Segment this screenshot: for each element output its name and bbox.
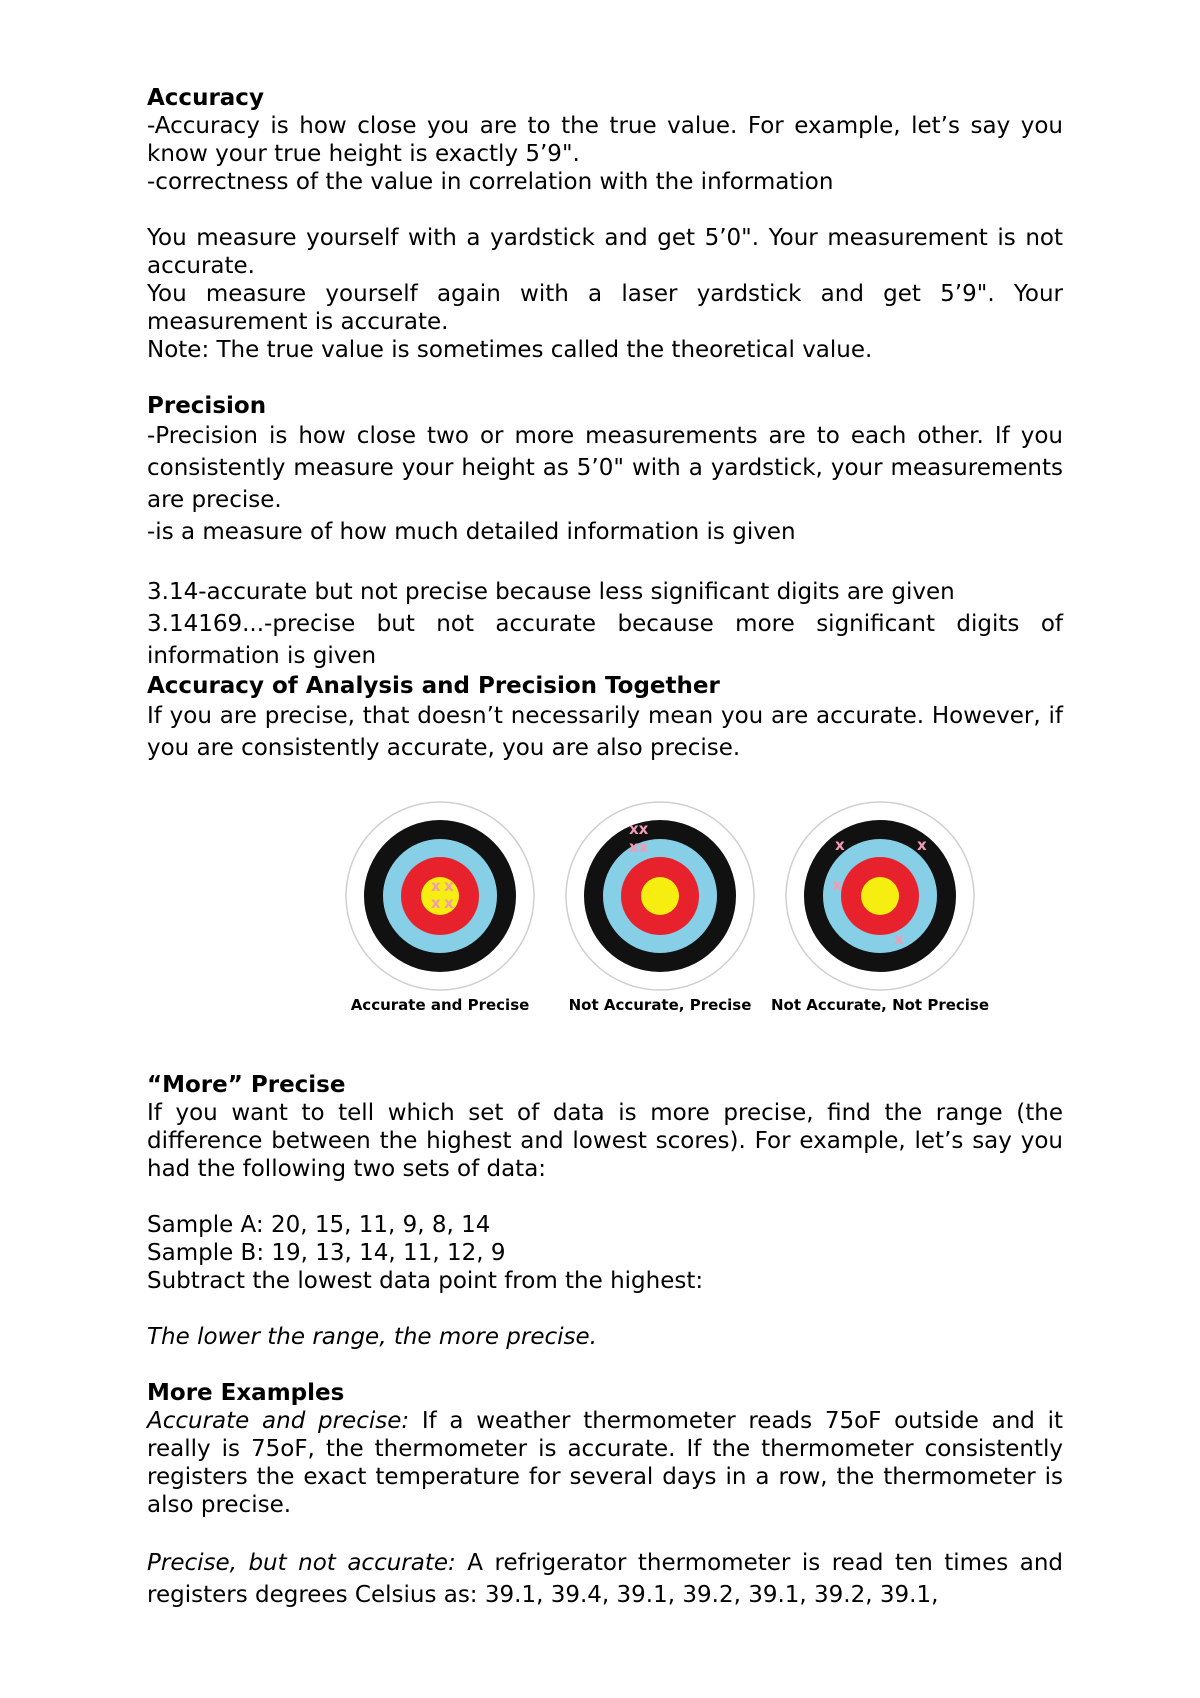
accuracy-correctness: -correctness of the value in correlation with the information: [147, 169, 834, 195]
target-3-svg: [760, 798, 1000, 998]
precision-example-314: 3.14-accurate but not precise because less significant digits are given: [147, 579, 955, 605]
target-2-bullseye: [641, 877, 679, 915]
accuracy-note: Note: The true value is sometimes called the theoretical value.: [147, 337, 873, 363]
accuracy-heading: Accuracy: [147, 85, 264, 111]
target-1-mark: x: [431, 894, 441, 912]
precision-example-314169: 3.14169...-precise but not accurate because more significant digits of information is given: [147, 611, 1063, 669]
target-not-accurate-not-precise: [760, 798, 1000, 1038]
sample-b: Sample B: 19, 13, 14, 11, 12, 9: [147, 1240, 506, 1266]
accuracy-example-laser: You measure yourself again with a laser yardstick and get 5’9". Your measurement is accurate.: [147, 281, 1063, 335]
example-1-text: If a weather thermometer reads 75oF outside and it really is 75oF, the thermometer is accurate. If the thermometer consistently registers the exact temperature for several days in a row, the thermometer is also precise.: [147, 1408, 1063, 1518]
document-page: [147, 84, 1063, 1611]
target-3-caption: Not Accurate, Not Precise: [770, 996, 990, 1014]
accuracy-definition: -Accuracy is how close you are to the true value. For example, let’s say you know your true height is exactly 5’9".: [147, 113, 1063, 167]
example-2-text: A refrigerator thermometer is read ten times and registers degrees Celsius as: 39.1, 39.4, 39.1, 39.2, 39.1, 39.2, 39.1,: [147, 1550, 1063, 1608]
example-2-label: Precise, but not accurate:: [147, 1550, 456, 1576]
target-3-mark: x: [917, 836, 927, 854]
target-2-caption: Not Accurate, Precise: [568, 996, 752, 1014]
precision-heading: Precision: [147, 393, 267, 419]
target-1-mark: x: [444, 894, 454, 912]
more-examples-heading: More Examples: [147, 1380, 345, 1406]
subtract-instruction: Subtract the lowest data point from the highest:: [147, 1268, 704, 1294]
target-diagrams: [147, 798, 1063, 1043]
target-2-mark-pair: xx: [629, 838, 649, 856]
target-1-mark: x: [431, 877, 441, 895]
target-1-caption: Accurate and Precise: [350, 996, 530, 1014]
sample-a: Sample A: 20, 15, 11, 9, 8, 14: [147, 1212, 491, 1238]
range-conclusion-text: The lower the range, the more precise.: [147, 1324, 597, 1350]
range-conclusion: [147, 1323, 1063, 1351]
target-1-svg: [320, 798, 560, 998]
target-3-mark: x: [894, 930, 904, 948]
precision-definition: -Precision is how close two or more measurements are to each other. If you consistently measure your height as 5’0" with a yardstick, your measurements are precise.: [147, 423, 1063, 513]
example-precise-not-accurate: [147, 1547, 1063, 1611]
accuracy-example-yardstick: You measure yourself with a yardstick and get 5’0". Your measurement is not accurate.: [147, 225, 1063, 279]
target-3-mark: x: [835, 836, 845, 854]
example-1-label: Accurate and precise:: [147, 1408, 410, 1434]
target-accurate-precise: [320, 798, 560, 1038]
target-2-svg: [540, 798, 780, 998]
target-not-accurate-precise: [540, 798, 780, 1038]
precision-detail: -is a measure of how much detailed information is given: [147, 519, 796, 545]
target-3-bullseye: [861, 877, 899, 915]
example-accurate-precise: [147, 1407, 1063, 1519]
more-precise-heading: “More” Precise: [147, 1072, 346, 1098]
more-precise-text: If you want to tell which set of data is more precise, find the range (the difference between the highest and lowest scores). For example, let’s say you had the following two sets of data:: [147, 1100, 1063, 1182]
target-3-mark: x: [832, 876, 842, 894]
target-2-mark-pair: xx: [629, 820, 649, 838]
together-heading: Accuracy of Analysis and Precision Together: [147, 673, 720, 699]
target-1-mark: x: [444, 877, 454, 895]
together-text: If you are precise, that doesn’t necessarily mean you are accurate. However, if you are consistently accurate, you are also precise.: [147, 703, 1063, 761]
